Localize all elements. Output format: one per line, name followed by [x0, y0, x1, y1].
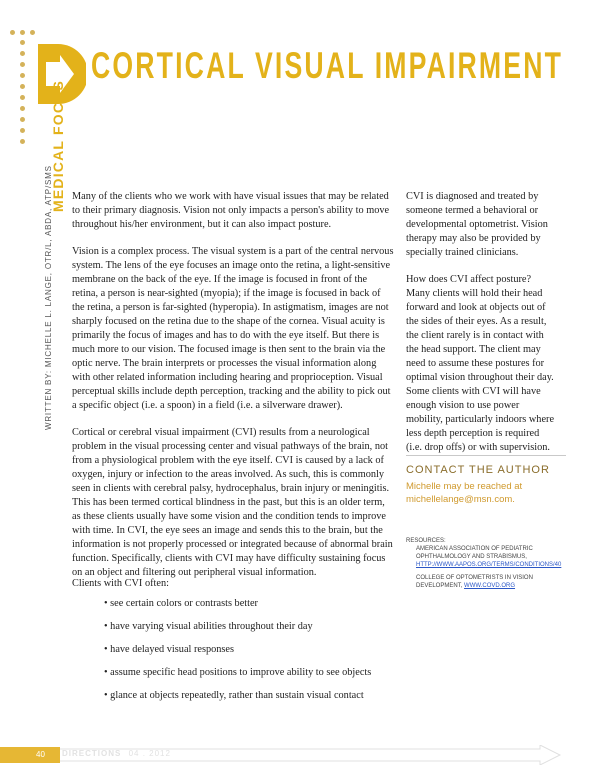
resource-item: [406, 574, 566, 590]
contact-author-box: [406, 455, 566, 506]
page-number-tab: [0, 747, 60, 763]
paragraph: How does CVI affect posture? Many clients will hold their head forward and look at objects out of the sides of their eyes. As a result, the client rarely is in contact with the head support. The client may need to assume these postures for optimal vision throughout their day. Some clients with CVI will have enough vision to use power mobility, particularly indoors where less depth perception is required (i.e. drop offs) or with supervision.: [406, 274, 555, 453]
page-title: CORTICAL VISUAL IMPAIRMENT: [91, 45, 564, 86]
list-item: • have varying visual abilities throughout their day: [104, 621, 313, 632]
list-intro: Clients with CVI often:: [72, 578, 169, 589]
footer-publication: [62, 749, 171, 758]
article-column-2: [406, 190, 556, 468]
contact-title: CONTACT THE AUTHOR: [406, 464, 550, 476]
list-item: • see certain colors or contrasts better: [104, 598, 258, 609]
bullet-list: [104, 598, 404, 713]
resource-text: AMERICAN ASSOCIATION OF PEDIATRIC OPHTHALMOLOGY AND STRABISMUS,: [416, 546, 533, 560]
page-number: 40: [36, 750, 45, 759]
article-column-1: [72, 190, 394, 593]
decorative-dots-horizontal: [10, 30, 40, 36]
paragraph: Many of the clients who we work with have visual issues that may be related to their primary diagnosis. Vision not only impacts a person's ability to move throughout his/her environment, but it can also impact posture.: [72, 191, 390, 230]
issue-date: 04 . 2012: [128, 749, 171, 758]
list-item: • glance at objects repeatedly, rather than sustain visual contact: [104, 690, 364, 701]
list-item: • assume specific head positions to improve ability to see objects: [104, 667, 372, 678]
resources-list: [406, 537, 566, 595]
decorative-dots-vertical: [20, 40, 26, 150]
paragraph: Cortical or cerebral visual impairment (CVI) results from a neurological problem in the visual processing center and visual pathways of the brain, not from a physiological problem with the eye itself. CVI is caused by a lack of oxygen, injury or infection to the areas involved. As such, this is commonly seen in clients with cerebral palsy, hydrocephalus, brain injury or meningitis. This has been termed cortical blindness in the past, but this is an older term, as these clients usually have some vision and the condition tends to improve with time. In CVI, the eye sees an image and sends this to the brain, but the information is not properly processed or integrated because of abnormal brain function. Specifically, clients with CVI may have difficulty sustaining focus on an object and filtering out peripheral visual information.: [72, 427, 393, 578]
resource-link[interactable]: WWW.COVD.ORG: [464, 583, 516, 589]
author-byline: WRITTEN BY: MICHELLE L. LANGE, OTR/L, ABDA, ATP/SMS: [44, 165, 53, 430]
resource-item: [406, 545, 566, 569]
section-label: MEDICAL FOCUS: [50, 79, 66, 212]
list-item: • have delayed visual responses: [104, 644, 234, 655]
resources-heading: RESOURCES:: [406, 538, 446, 544]
paragraph: CVI is diagnosed and treated by someone termed a behavioral or developmental optometrist. Vision therapy may also be provided by specially trained clinicians.: [406, 191, 548, 258]
resource-text: COLLEGE OF OPTOMETRISTS IN VISION DEVELOPMENT,: [416, 575, 533, 589]
contact-line: Michelle may be reached at: [406, 481, 523, 492]
resource-link[interactable]: HTTP://WWW.AAPOS.ORG/TERMS/CONDITIONS/40: [416, 562, 562, 568]
paragraph: Vision is a complex process. The visual system is a part of the central nervous system. The lens of the eye focuses an image onto the retina, a light-sensitive membrane on the back of the eye. If the image is focused in front of the retina, a person is near-sighted (myopia); if the image is focused in back of the retina, a person is far-sighted (hyperopia). In astigmatism, images are not sharply focused on the retina due to the shape of the cornea. Visual acuity is primarily the focus of images and has to do with the eye itself. But there is much more to our vision. The focused image is then sent to the brain via the optic nerve. The brain interprets or processes the visual information along with other related information including hearing and proprioception. Visual perceptual skills include depth perception, tracking and the ability to pick out a specific object (i.e. a spoon) in a field (i.e. a silverware drawer).: [72, 246, 394, 411]
contact-email[interactable]: michellelange@msn.com.: [406, 494, 515, 505]
publication-name: DIRECTIONS: [62, 749, 122, 758]
